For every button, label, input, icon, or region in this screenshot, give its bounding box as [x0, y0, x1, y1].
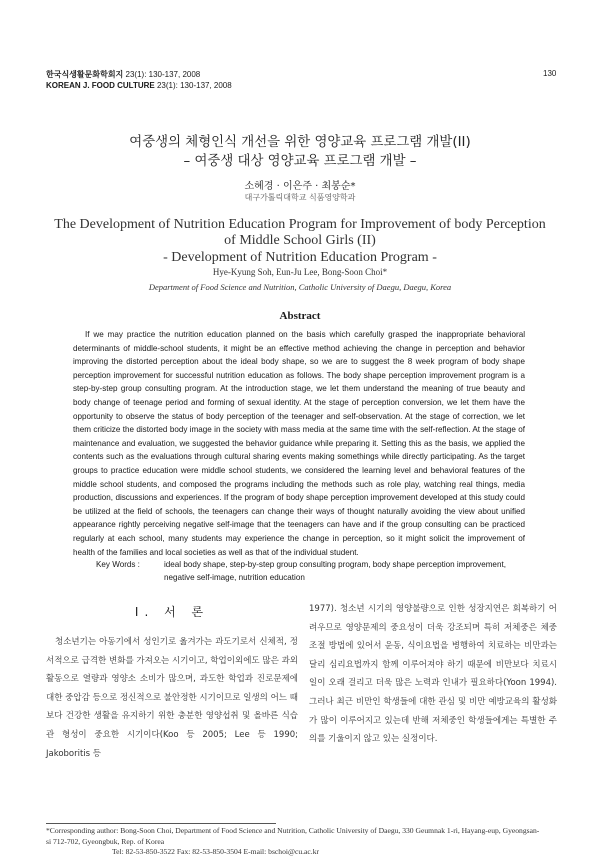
journal-ref-ko: 23(1): 130-137, 2008 [125, 70, 201, 79]
footnote-rule [46, 823, 276, 824]
journal-header [46, 69, 232, 91]
keywords-text: ideal body shape, step-by-step group consulting program, body shape perception improvement, negative self-image, nutrition education [164, 560, 506, 582]
page-number: 130 [543, 69, 557, 78]
footnote-line1: *Corresponding author: Bong-Soon Choi, Department of Food Science and Nutrition, Catholic University of Daegu, 330 Geumnak 1-ri, Hayang-eup, Gyeongsan- [46, 826, 540, 835]
abstract-heading: Abstract [279, 310, 321, 322]
journal-title-en: KOREAN J. FOOD CULTURE [46, 81, 155, 90]
title-en-line1: The Development of Nutrition Education Program for Improvement of body Perception [54, 217, 546, 232]
intro-left-paragraph: 청소년기는 아동기에서 성인기로 옮겨가는 과도기로서 신체적, 정서적으로 급격한 변화를 가져오는 시기이고, 학업이외에도 많은 과외활동으로 열량과 영양소 소비가 많으며, 과도한 학업과 진로문제에 대한 중압감 등으로 정신적으로 불안정한 시기이므로 일생의 어느 때보다 건강한 생활을 유지하기 위한 충분한 영양섭취 및 올바른 식습관 형성이 중요한 시기이다(Koo 등 2005; Lee 등 1990; Jakoboritis 등 [46, 637, 298, 759]
title-ko-line1: 여중생의 체형인식 개선을 위한 영양교육 프로그램 개발(II) [129, 135, 471, 150]
corresponding-author-footnote [46, 826, 558, 858]
intro-right-column [309, 600, 557, 749]
footnote-line2: si 712-702, Gyeongbuk, Rep. of Korea [46, 836, 165, 846]
intro-left-column [46, 633, 298, 763]
title-en-line2: of Middle School Girls (II) [224, 233, 376, 248]
authors-en: Hye-Kyung Soh, Eun-Ju Lee, Bong-Soon Choi* [212, 267, 388, 277]
affiliation-ko: 대구가톨릭대학교 식품영양학과 [244, 193, 356, 202]
abstract-text: If we may practice the nutrition education planned on the basis which carefully grasped the inappropriate behavioral determinants of middle-school students, it might be an effective method achieving the change in perception and behavior improving the distorted perception about the ideal body shape, so we are to suggest the 8 week program of body shape perception improvement for successful nutrition education as follows. The body shape perception improvement program is a step-by-step group consulting program. At the introduction stage, we let them understand the meaning of true beauty and body change of teenage period and forming of sexual identity. At the stage of perception conversion, we let them have the opportunity to observe the status of body perception of the teenager and self-observation. At the stage of correction, we let them criticize the distorted body image in the society with mass media at the same time with the self-reflection. At the stage of maintenance and evaluation, we suggested the behavior guidance while preparing it. Setting this as the basis, we applied the contents such as the evaluations through cultural sharing events making somethings while directly participating. As the target groups to practice education were middle school students, we considered the learning level and behavioral features of the middle school students, and composed the programs including the methods such as role play, watching real things, media production, discussions and experiences. If the program of body shape perception improvement developed at this study could be utilized at the field of schools, the teenagers can change their ways of thought naturally avoiding the view about unified appearance rightly perceiving negative self-image that the teenagers can have and if the group consulting can be practiced regularly at each school, many students may experience the change in perception, so it might solicit the improvement of health of the families and local societies as well as that of the individual student. [73, 330, 525, 557]
journal-ref-en: 23(1): 130-137, 2008 [156, 81, 232, 90]
journal-title-ko: 한국식생활문화학회지 [46, 70, 124, 79]
abstract-body [73, 328, 525, 559]
affiliation-en: Department of Food Science and Nutrition, Catholic University of Daegu, Daegu, Korea [148, 282, 452, 292]
keywords-label: Key Words : [96, 560, 140, 569]
title-en-subtitle: - Development of Nutrition Education Program - [163, 250, 437, 265]
section-heading-intro: I. 서 론 [134, 605, 210, 619]
footnote-contact: Tel: 82-53-850-3522 Fax: 82-53-850-3504 E-mail: bschoi@cu.ac.kr [112, 847, 320, 856]
title-ko-line2: – 여중생 대상 영양교육 프로그램 개발 – [183, 154, 417, 169]
authors-ko: 소혜경 · 이은주 · 최봉순* [244, 181, 356, 192]
intro-right-paragraph: 1977). 청소년 시기의 영양불량으로 인한 성장지연은 회복하기 어려우므로 영양문제의 중요성이 더욱 강조되며 특히 저체중은 체중조절 방법에 있어서 운동, 식이요법을 병행하여 치료하는 비만과는 달리 심리요법까지 함께 이루어져야 하기 때문에 비만보다 치료시일이 오래 걸리고 더욱 많은 노력과 인내가 필요하다(Yoon 1994). 그러나 최근 비만인 학생들에 대한 관심 및 비만 예방교육의 활성화가 많이 이루어지고 있는데 반해 저체중인 학생들에게는 특별한 주의를 기울이지 않고 있는 실정이다. [309, 604, 557, 745]
